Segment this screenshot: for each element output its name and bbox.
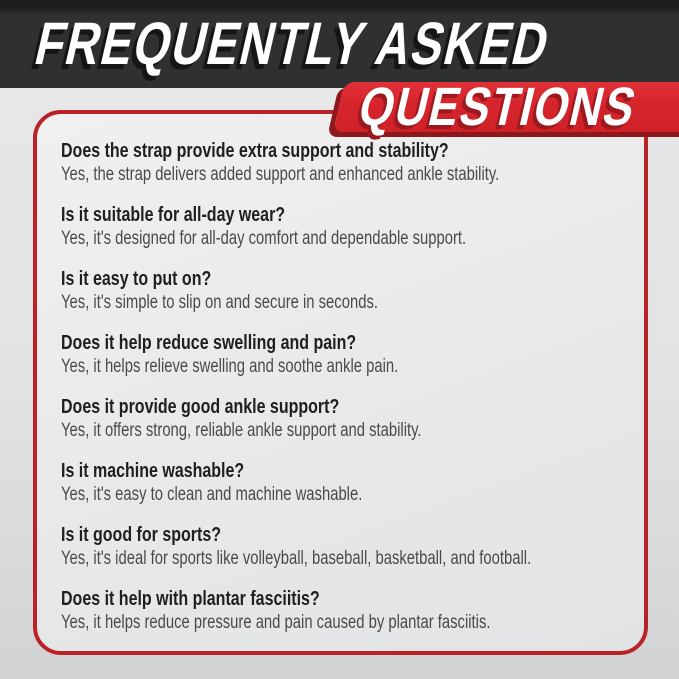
- question-text: Is it good for sports?: [61, 524, 221, 546]
- answer-text: Yes, it helps relieve swelling and soothe ankle pain.: [61, 356, 399, 377]
- answer-text: Yes, it helps reduce pressure and pain caused by plantar fasciitis.: [61, 612, 491, 633]
- question-text: Is it machine washable?: [61, 460, 245, 482]
- answer-text: Yes, it's easy to clean and machine washable.: [61, 484, 363, 505]
- question-text: Is it easy to put on?: [61, 268, 212, 290]
- question-text: Does it help reduce swelling and pain?: [61, 332, 357, 354]
- answer-text: Yes, it's simple to slip on and secure in seconds.: [61, 292, 378, 313]
- faq-item: [61, 267, 620, 315]
- questions-banner-label: QUESTIONS: [353, 77, 643, 137]
- page-title: FREQUENTLY ASKED: [29, 10, 557, 77]
- answer-text: Yes, it's designed for all-day comfort and dependable support.: [61, 228, 467, 249]
- question-text: Does the strap provide extra support and stability?: [61, 140, 449, 162]
- question-text: Does it help with plantar fasciitis?: [61, 588, 320, 610]
- answer-text: Yes, the strap delivers added support and enhanced ankle stability.: [61, 164, 500, 185]
- questions-banner: [333, 77, 679, 137]
- faq-item: [61, 203, 620, 251]
- faq-item: [61, 331, 620, 379]
- faq-card: [33, 110, 648, 655]
- question-text: Does it provide good ankle support?: [61, 396, 340, 418]
- faq-item: [61, 395, 620, 443]
- faq-item: [61, 459, 620, 507]
- faq-item: [61, 523, 620, 571]
- faq-item: [61, 139, 620, 187]
- faq-item: [61, 587, 620, 635]
- question-text: Is it suitable for all-day wear?: [61, 204, 286, 226]
- answer-text: Yes, it offers strong, reliable ankle support and stability.: [61, 420, 422, 441]
- answer-text: Yes, it's ideal for sports like volleyball, baseball, basketball, and football.: [61, 548, 532, 569]
